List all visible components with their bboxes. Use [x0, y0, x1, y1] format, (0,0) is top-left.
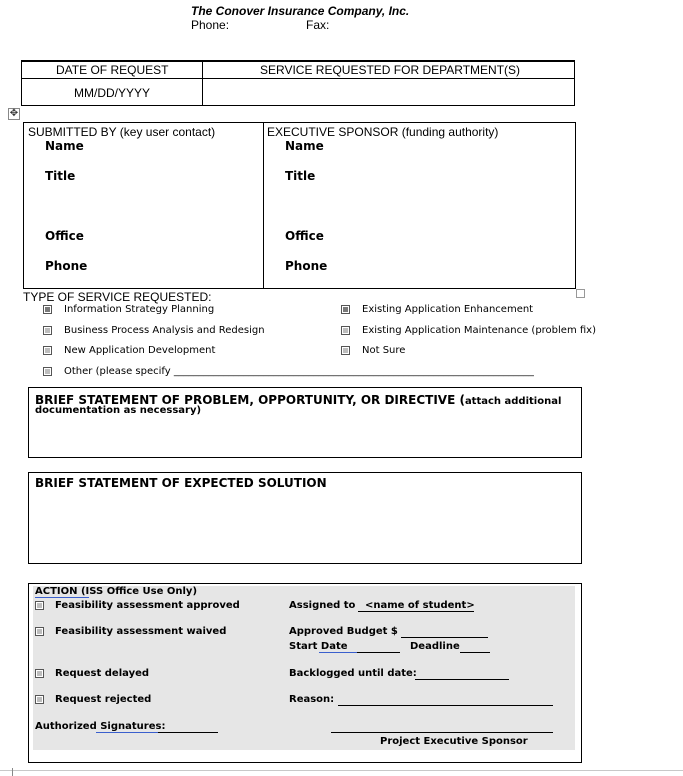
feasibility-waived-label: Feasibility assessment waived — [55, 626, 227, 637]
checkbox-request-rejected[interactable] — [35, 695, 44, 704]
checkbox-existing-enhancement[interactable] — [341, 305, 350, 314]
phone-label: Phone: — [191, 18, 230, 32]
submitted-office-label: Office — [45, 229, 84, 243]
checkbox-not-sure[interactable] — [341, 346, 350, 355]
action-header: ACTION (ISS Office Use Only) — [35, 586, 198, 597]
solution-statement-title: BRIEF STATEMENT OF EXPECTED SOLUTION — [35, 476, 327, 490]
option-existing-enhancement: Existing Application Enhancement — [362, 304, 534, 315]
checkbox-request-delayed[interactable] — [35, 669, 44, 678]
sponsor-phone-label: Phone — [285, 259, 328, 273]
option-info-strategy: Information Strategy Planning — [64, 304, 215, 315]
checkbox-existing-maintenance[interactable] — [341, 326, 350, 335]
authorized-signatures-label: Authorized Signatures: — [35, 721, 166, 732]
feasibility-approved-label: Feasibility assessment approved — [55, 600, 240, 611]
start-date-label: Start Date — [289, 641, 348, 652]
table-move-handle-icon[interactable]: ✥ — [9, 108, 19, 119]
sponsor-office-label: Office — [285, 229, 324, 243]
submitted-phone-label: Phone — [45, 259, 88, 273]
submitted-by-header: SUBMITTED BY (key user contact) — [28, 125, 216, 139]
service-department-header: SERVICE REQUESTED FOR DEPARTMENT(S) — [260, 63, 521, 77]
problem-statement-note: documentation as necessary) — [35, 405, 202, 416]
page-ruler-edge — [0, 770, 683, 771]
checkbox-feasibility-approved[interactable] — [35, 601, 44, 610]
request-delayed-label: Request delayed — [55, 668, 150, 679]
executive-sponsor-header: EXECUTIVE SPONSOR (funding authority) — [267, 125, 499, 139]
submitted-title-label: Title — [45, 169, 76, 183]
deadline-label: Deadline — [410, 641, 460, 652]
assigned-to-value[interactable]: <name of student> — [365, 600, 475, 611]
checkbox-other[interactable] — [43, 367, 52, 376]
checkbox-info-strategy[interactable] — [43, 305, 52, 314]
option-other: Other (please specify ________________________________________________________________________ — [64, 366, 534, 377]
option-not-sure: Not Sure — [362, 345, 406, 356]
submitted-name-label: Name — [45, 139, 84, 153]
fax-label: Fax: — [306, 18, 330, 32]
checkbox-feasibility-waived[interactable] — [35, 627, 44, 636]
service-department-field[interactable] — [210, 86, 570, 102]
date-of-request-header: DATE OF REQUEST — [56, 63, 169, 77]
table-resize-handle[interactable] — [576, 289, 585, 298]
option-business-process: Business Process Analysis and Redesign — [64, 325, 265, 336]
problem-statement-title: BRIEF STATEMENT OF PROBLEM, OPPORTUNITY, OR DIRECTIVE (attach additional — [35, 393, 562, 407]
approved-budget-label: Approved Budget $ — [289, 626, 398, 637]
checkbox-new-app[interactable] — [43, 346, 52, 355]
service-type-header: TYPE OF SERVICE REQUESTED: — [23, 290, 212, 304]
project-executive-sponsor-caption: Project Executive Sponsor — [380, 736, 528, 747]
backlogged-until-label: Backlogged until date: — [289, 668, 417, 679]
option-new-app: New Application Development — [64, 345, 216, 356]
sponsor-title-label: Title — [285, 169, 316, 183]
reason-label: Reason: — [289, 694, 335, 705]
sponsor-name-label: Name — [285, 139, 324, 153]
date-value[interactable]: MM/DD/YYYY — [74, 86, 151, 100]
checkbox-business-process[interactable] — [43, 326, 52, 335]
ruler-tick — [12, 768, 13, 776]
assigned-to-label: Assigned to — [289, 600, 356, 611]
request-rejected-label: Request rejected — [55, 694, 152, 705]
company-name: The Conover Insurance Company, Inc. — [191, 4, 410, 18]
option-existing-maintenance: Existing Application Maintenance (problem fix) — [362, 325, 596, 336]
